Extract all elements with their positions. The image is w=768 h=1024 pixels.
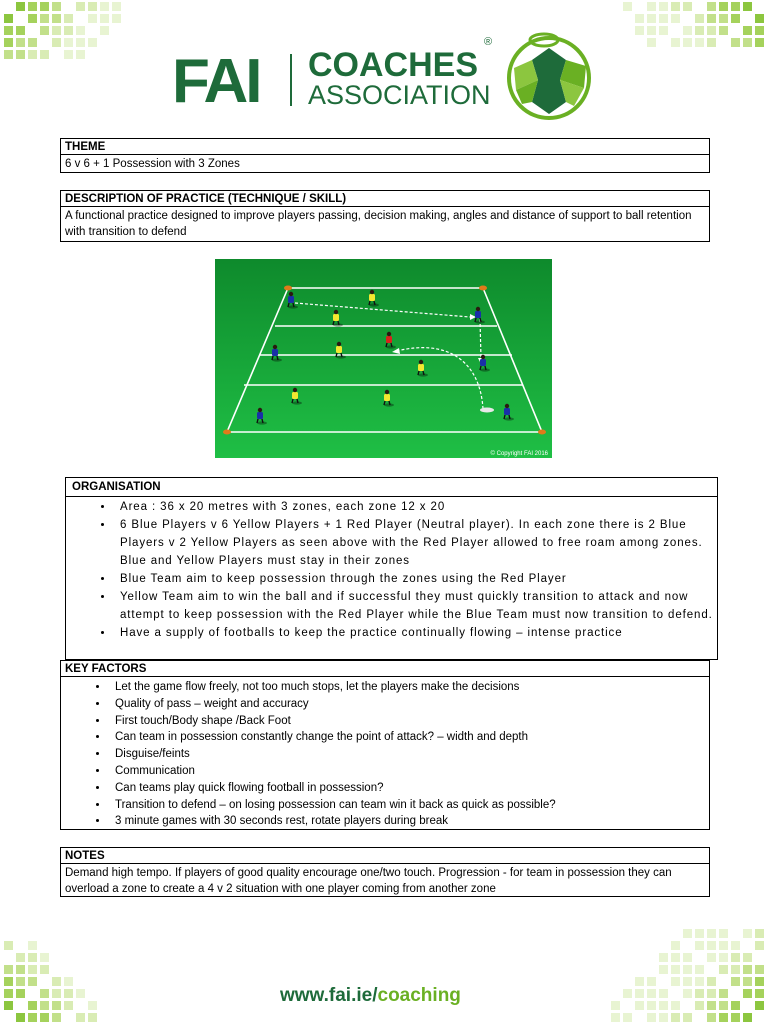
decoration-square: [88, 2, 97, 11]
decoration-square: [707, 1001, 716, 1010]
list-item: • Let the game flow freely, not too much stops, let the players make the decisions: [109, 679, 709, 696]
decoration-square: [100, 2, 109, 11]
decoration-square: [64, 14, 73, 23]
decoration-square: [683, 26, 692, 35]
ball: [480, 408, 494, 413]
theme-text: 6 v 6 + 1 Possession with 3 Zones: [65, 158, 240, 170]
diagram-copyright: © Copyright FAI 2016: [490, 451, 548, 457]
decoration-square: [16, 953, 25, 962]
decoration-square: [100, 26, 109, 35]
decoration-square: [64, 989, 73, 998]
decoration-square: [719, 1013, 728, 1022]
decoration-square: [611, 1001, 620, 1010]
decoration-square: [659, 1013, 668, 1022]
decoration-square: [695, 989, 704, 998]
key-factors-list: [61, 679, 709, 830]
decoration-square: [635, 14, 644, 23]
decoration-square: [635, 1001, 644, 1010]
decoration-square: [695, 941, 704, 950]
decoration-square: [671, 14, 680, 23]
list-item: • Yellow Team aim to win the ball and if successful they must quickly transition to attack and now attempt to keep possession with the Red Player while the Blue Team must now transition to defend.: [114, 588, 717, 624]
decoration-square: [112, 2, 121, 11]
decoration-square: [671, 38, 680, 47]
decoration-square: [16, 38, 25, 47]
organisation-box: [65, 477, 718, 660]
decoration-square: [683, 929, 692, 938]
decoration-square: [4, 989, 13, 998]
decoration-square: [707, 929, 716, 938]
football-emblem-icon: [504, 30, 594, 122]
decoration-square: [731, 38, 740, 47]
decoration-square: [683, 1013, 692, 1022]
decoration-square: [671, 1013, 680, 1022]
decoration-square: [64, 50, 73, 59]
decoration-square: [647, 989, 656, 998]
list-item: • 6 Blue Players v 6 Yellow Players + 1 Red Player (Neutral player). In each zone there is 2 Blue Players v 2 Yellow Players as seen above with the Red Player allowed to free roam among zones. Blue and Yellow Players must stay in their zones: [114, 516, 717, 570]
decoration-square: [755, 26, 764, 35]
decoration-square: [731, 2, 740, 11]
decoration-square: [647, 14, 656, 23]
decoration-square: [647, 2, 656, 11]
decoration-square: [40, 26, 49, 35]
decoration-square: [52, 38, 61, 47]
theme-box: [60, 138, 710, 173]
decoration-square: [719, 2, 728, 11]
decoration-square: [4, 1001, 13, 1010]
decoration-square: [755, 38, 764, 47]
decoration-square: [671, 965, 680, 974]
decoration-square: [707, 941, 716, 950]
footer-website-link[interactable]: [280, 985, 461, 1007]
decoration-square: [743, 989, 752, 998]
decoration-square: [28, 941, 37, 950]
decoration-square: [671, 977, 680, 986]
decoration-square: [76, 26, 85, 35]
decoration-square: [28, 1001, 37, 1010]
decoration-square: [40, 14, 49, 23]
decoration-square: [635, 977, 644, 986]
decoration-square: [695, 14, 704, 23]
logo-association-text: ASSOCIATION: [308, 80, 491, 110]
decoration-square: [719, 1001, 728, 1010]
decoration-square: [4, 941, 13, 950]
decoration-square: [707, 989, 716, 998]
decoration-square: [28, 965, 37, 974]
decoration-square: [40, 2, 49, 11]
decoration-square: [755, 14, 764, 23]
decoration-square: [88, 14, 97, 23]
description-heading: DESCRIPTION OF PRACTICE (TECHNIQUE / SKILL): [61, 191, 709, 207]
decoration-square: [683, 953, 692, 962]
decoration-square: [4, 965, 13, 974]
decoration-square: [707, 26, 716, 35]
cone: [223, 430, 231, 435]
decoration-square: [611, 1013, 620, 1022]
decoration-square: [28, 14, 37, 23]
decoration-square: [52, 1013, 61, 1022]
decoration-square: [40, 50, 49, 59]
decoration-square: [28, 1013, 37, 1022]
list-item: • Have a supply of footballs to keep the practice continually flowing – intense practice: [114, 624, 717, 642]
decoration-square: [647, 38, 656, 47]
decoration-square: [40, 1001, 49, 1010]
decoration-square: [52, 2, 61, 11]
decoration-square: [719, 26, 728, 35]
decoration-square: [659, 953, 668, 962]
decoration-square: [88, 1001, 97, 1010]
decoration-square: [695, 977, 704, 986]
decoration-square: [64, 26, 73, 35]
decoration-square: [719, 965, 728, 974]
notes-text: Demand high tempo. If players of good quality encourage one/two touch. Progression - for team in possession they can overload a zone to create a 4 v 2 situation with one player coming from another zone: [65, 867, 672, 895]
decoration-square: [695, 26, 704, 35]
decoration-square: [76, 50, 85, 59]
decoration-square: [707, 953, 716, 962]
organisation-heading: ORGANISATION: [66, 478, 717, 497]
notes-heading: NOTES: [61, 848, 709, 864]
decoration-square: [16, 989, 25, 998]
list-item: • Transition to defend – on losing possession can team win it back as quick as possible?: [109, 797, 709, 814]
theme-heading: THEME: [61, 139, 709, 155]
list-item: • Quality of pass – weight and accuracy: [109, 696, 709, 713]
decoration-square: [731, 965, 740, 974]
decoration-square: [88, 1013, 97, 1022]
decoration-square: [743, 38, 752, 47]
decoration-square: [4, 26, 13, 35]
list-item: • 3 minute games with 30 seconds rest, rotate players during break: [109, 813, 709, 830]
decoration-square: [76, 2, 85, 11]
decoration-square: [683, 989, 692, 998]
list-item: • First touch/Body shape /Back Foot: [109, 713, 709, 730]
decoration-square: [671, 2, 680, 11]
decoration-square: [743, 953, 752, 962]
decoration-square: [28, 977, 37, 986]
footer-url-main: www.fai.ie/: [280, 985, 378, 1006]
decoration-square: [671, 1001, 680, 1010]
decoration-square: [4, 50, 13, 59]
decoration-square: [52, 26, 61, 35]
decoration-square: [707, 2, 716, 11]
decoration-square: [647, 977, 656, 986]
decoration-square: [40, 1013, 49, 1022]
footer-url-tail: coaching: [377, 985, 461, 1006]
notes-box: [60, 847, 710, 897]
decoration-square: [659, 989, 668, 998]
decoration-square: [52, 14, 61, 23]
decoration-square: [16, 26, 25, 35]
key-factors-box: [60, 660, 710, 830]
decoration-square: [88, 38, 97, 47]
decoration-square: [755, 1001, 764, 1010]
list-item: • Can team in possession constantly change the point of attack? – width and depth: [109, 729, 709, 746]
logo-fai-text: FAI: [172, 47, 260, 116]
decoration-square: [40, 965, 49, 974]
decoration-square: [76, 1013, 85, 1022]
decoration-square: [16, 977, 25, 986]
decoration-square: [623, 1013, 632, 1022]
decoration-square: [695, 929, 704, 938]
description-box: [60, 190, 710, 242]
cone: [284, 286, 292, 291]
decoration-square: [719, 14, 728, 23]
decoration-square: [16, 2, 25, 11]
decoration-square: [647, 1001, 656, 1010]
decoration-square: [743, 2, 752, 11]
decoration-square: [659, 965, 668, 974]
decoration-square: [623, 2, 632, 11]
decoration-square: [40, 989, 49, 998]
decoration-square: [28, 953, 37, 962]
decoration-square: [659, 1001, 668, 1010]
decoration-square: [4, 38, 13, 47]
decoration-square: [64, 1001, 73, 1010]
decoration-square: [112, 14, 121, 23]
decoration-square: [743, 965, 752, 974]
cone: [538, 430, 546, 435]
decoration-square: [707, 14, 716, 23]
practice-diagram: [215, 259, 552, 458]
decoration-square: [76, 989, 85, 998]
decoration-square: [40, 953, 49, 962]
decoration-square: [707, 977, 716, 986]
decoration-square: [719, 929, 728, 938]
decoration-square: [755, 977, 764, 986]
decoration-square: [659, 14, 668, 23]
key-factors-heading: KEY FACTORS: [61, 661, 709, 677]
decoration-square: [743, 26, 752, 35]
decoration-square: [28, 38, 37, 47]
decoration-square: [731, 941, 740, 950]
decoration-square: [683, 977, 692, 986]
decoration-square: [76, 38, 85, 47]
decoration-square: [64, 38, 73, 47]
decoration-square: [28, 50, 37, 59]
decoration-square: [647, 1013, 656, 1022]
decoration-square: [683, 965, 692, 974]
decoration-square: [52, 977, 61, 986]
decoration-square: [52, 989, 61, 998]
logo-registered-mark: ®: [484, 36, 493, 48]
decoration-square: [647, 26, 656, 35]
decoration-square: [707, 1013, 716, 1022]
decoration-square: [755, 929, 764, 938]
decoration-square: [635, 26, 644, 35]
decoration-square: [707, 38, 716, 47]
fai-coaches-association-logo: [172, 30, 602, 130]
cone: [479, 286, 487, 291]
organisation-list: [66, 498, 717, 642]
logo-coaches-text: COACHES: [308, 46, 479, 84]
decoration-square: [671, 941, 680, 950]
list-item: • Can teams play quick flowing football in possession?: [109, 780, 709, 797]
decoration-square: [743, 977, 752, 986]
decoration-square: [695, 38, 704, 47]
decoration-square: [52, 1001, 61, 1010]
decoration-square: [64, 977, 73, 986]
grass-background: [215, 259, 552, 458]
decoration-square: [683, 2, 692, 11]
list-item: • Blue Team aim to keep possession through the zones using the Red Player: [114, 570, 717, 588]
decoration-square: [743, 929, 752, 938]
decoration-square: [683, 38, 692, 47]
decoration-square: [695, 1001, 704, 1010]
description-text: A functional practice designed to improve players passing, decision making, angles and distance of support to ball retention with transition to defend: [65, 210, 692, 238]
decoration-square: [719, 989, 728, 998]
decoration-square: [731, 953, 740, 962]
decoration-square: [731, 1001, 740, 1010]
decoration-square: [635, 989, 644, 998]
logo-divider: [290, 54, 292, 106]
decoration-square: [659, 2, 668, 11]
decoration-square: [4, 977, 13, 986]
decoration-square: [731, 977, 740, 986]
decoration-square: [16, 965, 25, 974]
decoration-square: [4, 14, 13, 23]
list-item: • Disguise/feints: [109, 746, 709, 763]
decoration-square: [731, 1013, 740, 1022]
decoration-square: [743, 1013, 752, 1022]
decoration-square: [755, 989, 764, 998]
decoration-square: [755, 965, 764, 974]
list-item: • Area : 36 x 20 metres with 3 zones, each zone 12 x 20: [114, 498, 717, 516]
decoration-square: [16, 50, 25, 59]
decoration-square: [719, 953, 728, 962]
decoration-square: [16, 1013, 25, 1022]
decoration-square: [755, 941, 764, 950]
decoration-square: [659, 26, 668, 35]
decoration-square: [28, 2, 37, 11]
decoration-square: [731, 14, 740, 23]
decoration-square: [695, 965, 704, 974]
decoration-square: [719, 941, 728, 950]
decoration-square: [671, 953, 680, 962]
list-item: • Communication: [109, 763, 709, 780]
decoration-square: [623, 989, 632, 998]
decoration-square: [100, 14, 109, 23]
